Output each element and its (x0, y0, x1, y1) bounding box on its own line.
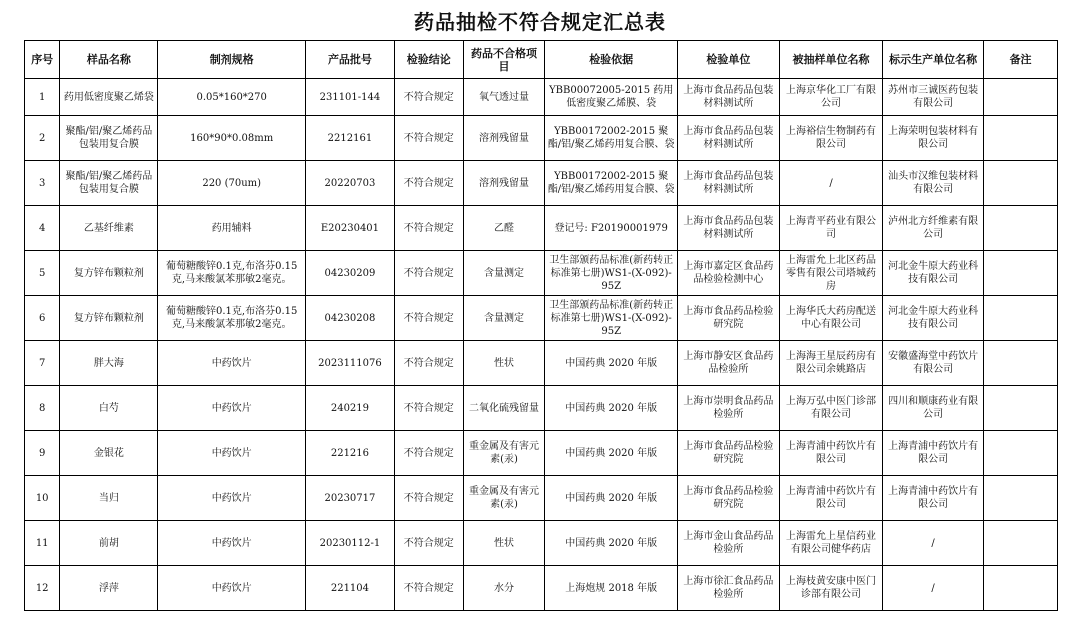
cell-note (984, 386, 1058, 431)
table-row (25, 386, 1058, 431)
cell-item: 水分 (463, 566, 545, 611)
header-item: 药品不合格项目 (463, 41, 545, 79)
cell-name: 当归 (60, 476, 158, 521)
cell-note (984, 251, 1058, 296)
cell-lab: 上海市食品药品包装材料测试所 (677, 79, 779, 116)
cell-maker: 汕头市汉维包装材料有限公司 (883, 161, 984, 206)
cell-item: 重金属及有害元素(汞) (463, 476, 545, 521)
table-row (25, 341, 1058, 386)
cell-sampled: 上海万弘中医门诊部有限公司 (779, 386, 882, 431)
cell-result: 不符合规定 (394, 296, 463, 341)
cell-name: 前胡 (60, 521, 158, 566)
cell-result: 不符合规定 (394, 341, 463, 386)
cell-name: 白芍 (60, 386, 158, 431)
cell-note (984, 296, 1058, 341)
cell-result: 不符合规定 (394, 476, 463, 521)
cell-batch: 2023111076 (305, 341, 394, 386)
cell-sampled: 上海青浦中药饮片有限公司 (779, 476, 882, 521)
cell-basis: 中国药典 2020 年版 (545, 431, 677, 476)
cell-result: 不符合规定 (394, 386, 463, 431)
cell-sampled: 上海雷允上北区药品零售有限公司塔城药房 (779, 251, 882, 296)
cell-note (984, 161, 1058, 206)
table-row (25, 476, 1058, 521)
cell-sampled: 上海青浦中药饮片有限公司 (779, 431, 882, 476)
cell-lab: 上海市食品药品检验研究院 (677, 431, 779, 476)
cell-no: 1 (25, 79, 60, 116)
cell-item: 溶剂残留量 (463, 116, 545, 161)
cell-basis: 中国药典 2020 年版 (545, 521, 677, 566)
cell-item: 性状 (463, 521, 545, 566)
cell-lab: 上海市食品药品包装材料测试所 (677, 116, 779, 161)
cell-spec: 葡萄糖酸锌0.1克,布洛芬0.15克,马来酸氯苯那敏2毫克。 (158, 296, 306, 341)
cell-result: 不符合规定 (394, 161, 463, 206)
cell-lab: 上海市徐汇食品药品检验所 (677, 566, 779, 611)
cell-item: 含量测定 (463, 251, 545, 296)
cell-batch: 20230717 (305, 476, 394, 521)
cell-result: 不符合规定 (394, 251, 463, 296)
cell-batch: E20230401 (305, 206, 394, 251)
cell-batch: 2212161 (305, 116, 394, 161)
cell-no: 3 (25, 161, 60, 206)
cell-lab: 上海市食品药品包装材料测试所 (677, 161, 779, 206)
header-basis: 检验依据 (545, 41, 677, 79)
cell-basis: 中国药典 2020 年版 (545, 386, 677, 431)
cell-basis: YBB00072005-2015 药用低密度聚乙烯膜、袋 (545, 79, 677, 116)
table-row (25, 206, 1058, 251)
cell-sampled: 上海青平药业有限公司 (779, 206, 882, 251)
cell-batch: 221104 (305, 566, 394, 611)
cell-name: 胖大海 (60, 341, 158, 386)
cell-maker: 河北金牛原大药业科技有限公司 (883, 296, 984, 341)
cell-note (984, 116, 1058, 161)
cell-basis: YBB00172002-2015 聚酯/铝/聚乙烯药用复合膜、袋 (545, 116, 677, 161)
cell-maker: 泸州北方纤维素有限公司 (883, 206, 984, 251)
cell-note (984, 341, 1058, 386)
cell-lab: 上海市食品药品检验研究院 (677, 296, 779, 341)
cell-no: 4 (25, 206, 60, 251)
table-row (25, 79, 1058, 116)
header-lab: 检验单位 (677, 41, 779, 79)
cell-item: 氧气透过量 (463, 79, 545, 116)
header-name: 样品名称 (60, 41, 158, 79)
cell-basis: 中国药典 2020 年版 (545, 476, 677, 521)
cell-name: 聚酯/铝/聚乙烯药品包装用复合膜 (60, 116, 158, 161)
cell-note (984, 521, 1058, 566)
cell-note (984, 476, 1058, 521)
cell-lab: 上海市食品药品检验研究院 (677, 476, 779, 521)
table-row (25, 116, 1058, 161)
table-row (25, 521, 1058, 566)
header-result: 检验结论 (394, 41, 463, 79)
cell-lab: 上海市食品药品包装材料测试所 (677, 206, 779, 251)
cell-name: 乙基纤维素 (60, 206, 158, 251)
header-batch: 产品批号 (305, 41, 394, 79)
cell-spec: 220 (70um) (158, 161, 306, 206)
cell-lab: 上海市崇明食品药品检验所 (677, 386, 779, 431)
cell-name: 金银花 (60, 431, 158, 476)
header-sampled: 被抽样单位名称 (779, 41, 882, 79)
cell-name: 浮萍 (60, 566, 158, 611)
page-title: 药品抽检不符合规定汇总表 (414, 10, 666, 34)
cell-lab: 上海市静安区食品药品检验所 (677, 341, 779, 386)
header-note: 备注 (984, 41, 1058, 79)
cell-result: 不符合规定 (394, 566, 463, 611)
cell-basis: 中国药典 2020 年版 (545, 341, 677, 386)
cell-no: 6 (25, 296, 60, 341)
cell-maker: / (883, 566, 984, 611)
cell-spec: 药用辅料 (158, 206, 306, 251)
cell-batch: 221216 (305, 431, 394, 476)
header-row (25, 41, 1058, 79)
cell-sampled: 上海华氏大药房配送中心有限公司 (779, 296, 882, 341)
cell-batch: 240219 (305, 386, 394, 431)
cell-item: 二氧化硫残留量 (463, 386, 545, 431)
table-row (25, 161, 1058, 206)
cell-sampled: 上海海王星辰药房有限公司余姚路店 (779, 341, 882, 386)
cell-maker: 上海青浦中药饮片有限公司 (883, 431, 984, 476)
cell-result: 不符合规定 (394, 116, 463, 161)
cell-maker: / (883, 521, 984, 566)
cell-sampled: 上海雷允上星信药业有限公司健华药店 (779, 521, 882, 566)
cell-batch: 20230112-1 (305, 521, 394, 566)
cell-basis: 上海炮规 2018 年版 (545, 566, 677, 611)
cell-item: 性状 (463, 341, 545, 386)
table-row (25, 431, 1058, 476)
cell-note (984, 566, 1058, 611)
cell-sampled: 上海枝黄安康中医门诊部有限公司 (779, 566, 882, 611)
cell-no: 2 (25, 116, 60, 161)
cell-basis: 登记号: F20190001979 (545, 206, 677, 251)
cell-result: 不符合规定 (394, 431, 463, 476)
cell-spec: 葡萄糖酸锌0.1克,布洛芬0.15克,马来酸氯苯那敏2毫克。 (158, 251, 306, 296)
cell-sampled: 上海裕信生物制药有限公司 (779, 116, 882, 161)
table-row (25, 566, 1058, 611)
header-spec: 制剂规格 (158, 41, 306, 79)
table-row (25, 296, 1058, 341)
cell-batch: 20220703 (305, 161, 394, 206)
cell-maker: 河北金牛原大药业科技有限公司 (883, 251, 984, 296)
cell-maker: 苏州市三诚医药包装有限公司 (883, 79, 984, 116)
cell-basis: 卫生部颁药品标准(新药转正标准第七册)WS1-(X-092)-95Z (545, 251, 677, 296)
cell-no: 10 (25, 476, 60, 521)
cell-no: 12 (25, 566, 60, 611)
cell-spec: 中药饮片 (158, 431, 306, 476)
cell-spec: 中药饮片 (158, 521, 306, 566)
cell-spec: 中药饮片 (158, 341, 306, 386)
cell-spec: 中药饮片 (158, 566, 306, 611)
cell-maker: 四川和顺康药业有限公司 (883, 386, 984, 431)
cell-name: 复方锌布颗粒剂 (60, 251, 158, 296)
cell-batch: 04230208 (305, 296, 394, 341)
cell-name: 药用低密度聚乙烯袋 (60, 79, 158, 116)
cell-no: 5 (25, 251, 60, 296)
header-maker: 标示生产单位名称 (883, 41, 984, 79)
cell-note (984, 79, 1058, 116)
cell-maker: 安徽盛海堂中药饮片有限公司 (883, 341, 984, 386)
cell-result: 不符合规定 (394, 521, 463, 566)
cell-name: 聚酯/铝/聚乙烯药品包装用复合膜 (60, 161, 158, 206)
cell-spec: 中药饮片 (158, 476, 306, 521)
cell-item: 乙醛 (463, 206, 545, 251)
cell-no: 7 (25, 341, 60, 386)
cell-lab: 上海市嘉定区食品药品检验检测中心 (677, 251, 779, 296)
cell-basis: YBB00172002-2015 聚酯/铝/聚乙烯药用复合膜、袋 (545, 161, 677, 206)
noncompliance-table (24, 40, 1058, 611)
cell-note (984, 431, 1058, 476)
cell-no: 11 (25, 521, 60, 566)
cell-spec: 0.05*160*270 (158, 79, 306, 116)
cell-result: 不符合规定 (394, 79, 463, 116)
cell-batch: 04230209 (305, 251, 394, 296)
cell-item: 溶剂残留量 (463, 161, 545, 206)
cell-no: 9 (25, 431, 60, 476)
cell-sampled: / (779, 161, 882, 206)
cell-no: 8 (25, 386, 60, 431)
cell-sampled: 上海京华化工厂有限公司 (779, 79, 882, 116)
cell-result: 不符合规定 (394, 206, 463, 251)
table-body (25, 79, 1058, 611)
cell-maker: 上海青浦中药饮片有限公司 (883, 476, 984, 521)
cell-batch: 231101-144 (305, 79, 394, 116)
cell-note (984, 206, 1058, 251)
cell-spec: 中药饮片 (158, 386, 306, 431)
cell-lab: 上海市金山食品药品检验所 (677, 521, 779, 566)
cell-name: 复方锌布颗粒剂 (60, 296, 158, 341)
cell-item: 含量测定 (463, 296, 545, 341)
cell-spec: 160*90*0.08mm (158, 116, 306, 161)
cell-basis: 卫生部颁药品标准(新药转正标准第七册)WS1-(X-092)-95Z (545, 296, 677, 341)
cell-item: 重金属及有害元素(汞) (463, 431, 545, 476)
cell-maker: 上海荣明包装材料有限公司 (883, 116, 984, 161)
header-no: 序号 (25, 41, 60, 79)
table-row (25, 251, 1058, 296)
